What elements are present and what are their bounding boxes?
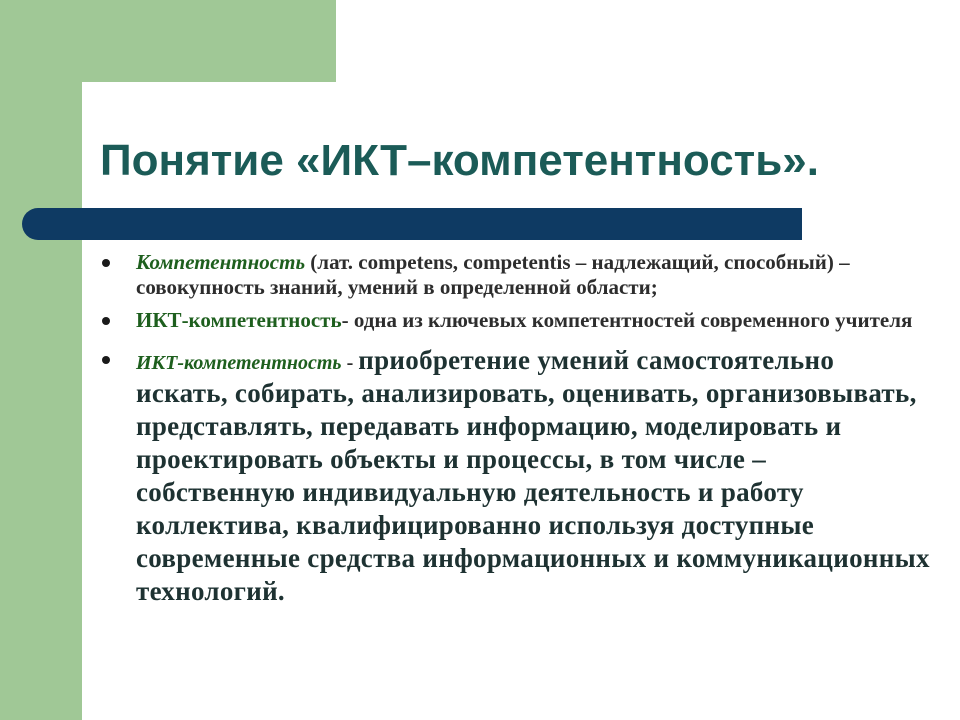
term-label: ИКТ-компетентность	[136, 352, 342, 374]
term-label: ИКТ-компетентность	[136, 308, 342, 332]
bullet-icon	[102, 259, 110, 267]
bullet-icon	[102, 356, 110, 364]
bullet-item-ict-competence	[100, 308, 930, 333]
bullet-icon	[102, 317, 110, 325]
definition-text: - одна из ключевых компетентностей современного учителя	[341, 308, 913, 332]
green-side-band	[0, 0, 82, 720]
bullet-list	[100, 250, 930, 609]
separator-text: -	[341, 352, 359, 374]
term-label: Компетентность	[136, 250, 306, 274]
title-underline-bar	[22, 208, 802, 240]
slide-title: Понятие «ИКТ–компетентность».	[100, 136, 819, 185]
definition-text: приобретение умений самостоятельно искать, собирать, анализировать, оценивать, организовывать, представлять, передавать информацию, моделировать и проектировать объекты и процессы, в том числе – собственную индивидуальную деятельность и работу коллектива, квалифицированно используя доступные современные средства информационных и коммуникационных технологий.	[136, 345, 930, 606]
definition-text: (лат. competens, competentis – надлежащий, способный) – совокупность знаний, умений в определенной области;	[136, 250, 850, 299]
bullet-item-competence	[100, 250, 930, 300]
green-top-band	[0, 0, 336, 82]
bullet-item-ict-definition	[100, 345, 930, 609]
